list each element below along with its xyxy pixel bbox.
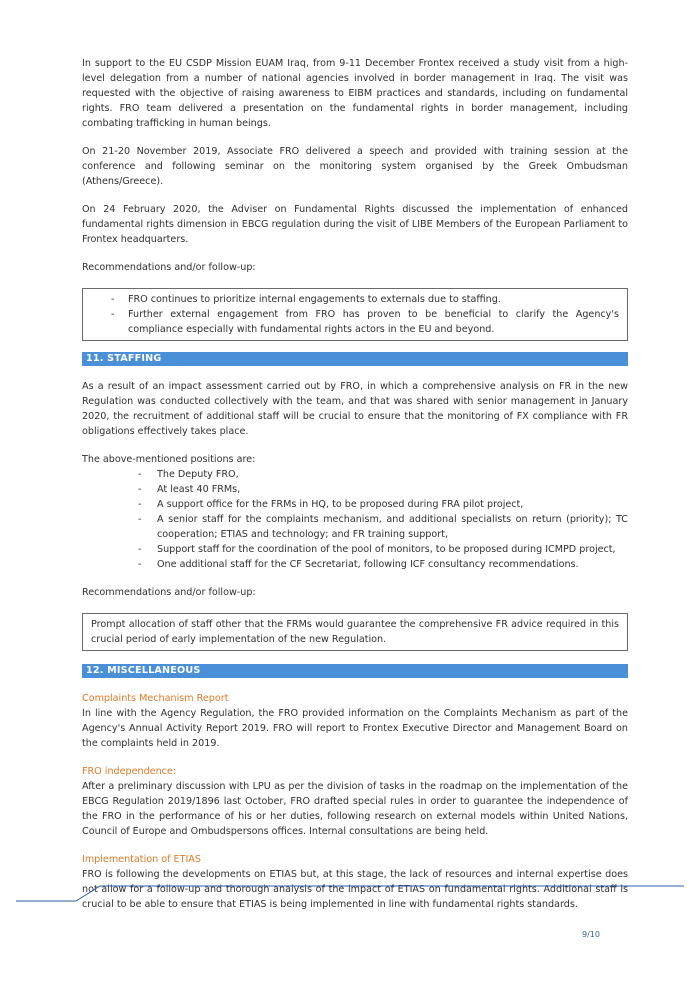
recommendations-label: Recommendations and/or follow-up:	[82, 262, 256, 273]
staffing-recommendations-box	[82, 613, 628, 651]
complaints-mechanism-paragraph: In line with the Agency Regulation, the FRO provided information on the Complaints Mechanism as part of the Agency's Annual Activity Report 2019. FRO will report to Frontex Executive Director and Management Board on the complaints held in 2019.	[82, 708, 628, 749]
fro-independence-paragraph: After a preliminary discussion with LPU as per the division of tasks in the roadmap on the implementation of the EBCG Regulation 2019/1896 last October, FRO drafted special rules in order to guarantee the independence of the FRO in the performance of his or her duties, following research on external models within United Nations, Council of Europe and Ombudspersons offices. Internal consultations are being held.	[82, 781, 628, 837]
list-item: - Support staff for the coordination of the pool of monitors, to be proposed during ICMPD project,	[138, 544, 616, 555]
dash-bullet-icon: -	[138, 559, 142, 570]
intro-paragraph-3: On 24 February 2020, the Adviser on Fundamental Rights discussed the implementation of enhanced fundamental rights dimension in EBCG regulation during the visit of LIBE Members of the European Parliament to Frontex headquarters.	[82, 204, 628, 245]
staffing-recommendations-label: Recommendations and/or follow-up:	[82, 587, 256, 598]
subheading-fro-independence: FRO independence:	[82, 766, 177, 777]
section-heading-miscellaneous: 12. MISCELLANEOUS	[82, 664, 628, 678]
staffing-paragraph: As a result of an impact assessment carried out by FRO, in which a comprehensive analysis on FR in the new Regulation was conducted collectively with the team, and that was shared with senior management in January 2020, the recruitment of additional staff will be crucial to ensure that the monitoring of FX compliance with FR obligations effectively takes place.	[82, 381, 628, 437]
dash-bullet-icon: -	[138, 544, 142, 555]
dash-bullet-icon: -	[138, 499, 142, 510]
dash-bullet-icon: -	[138, 484, 142, 495]
intro-paragraph-1: In support to the EU CSDP Mission EUAM Iraq, from 9-11 December Frontex received a study visit from a high-level delegation from a number of national agencies involved in border management in Iraq. The visit was requested with the objective of raising awareness to EIBM practices and standards, including on fundamental rights. FRO team delivered a presentation on the fundamental rights in border management, including combating trafficking in human beings.	[82, 58, 628, 129]
list-item: - A support office for the FRMs in HQ, to be proposed during FRA pilot project,	[138, 499, 524, 510]
positions-intro: The above-mentioned positions are:	[82, 454, 256, 465]
intro-paragraph-2: On 21-20 November 2019, Associate FRO delivered a speech and provided with training session at the conference and following seminar on the monitoring system organised by the Greek Ombudsman (Athens/Greece).	[82, 146, 628, 187]
document-body	[82, 56, 628, 912]
etias-paragraph: FRO is following the developments on ETIAS but, at this stage, the lack of resources and internal expertise does not allow for a follow-up and thorough analysis of the impact of ETIAS on fundamental rights. Additional staff is crucial to be able to ensure that ETIAS is being implemented in line with fundamental rights standards.	[82, 869, 628, 910]
list-item: - FRO continues to prioritize internal engagements to externals due to staffing.	[111, 294, 501, 305]
list-item: - Further external engagement from FRO has proven to be beneficial to clarify the Agency's compliance especially with fundamental rights actors in the EU and beyond.	[111, 309, 619, 335]
dash-bullet-icon: -	[138, 514, 142, 525]
staffing-recommendation-text: Prompt allocation of staff other that the FRMs would guarantee the comprehensive FR advice required in this crucial period of early implementation of the new Regulation.	[91, 619, 619, 645]
dash-bullet-icon: -	[111, 309, 115, 320]
recommendations-box	[82, 288, 628, 341]
subheading-complaints-mechanism: Complaints Mechanism Report	[82, 693, 229, 704]
section-heading-staffing: 11. STAFFING	[82, 352, 628, 366]
dash-bullet-icon: -	[138, 469, 142, 480]
dash-bullet-icon: -	[111, 294, 115, 305]
list-item: - The Deputy FRO,	[138, 469, 239, 480]
list-item: - At least 40 FRMs,	[138, 484, 241, 495]
subheading-etias: Implementation of ETIAS	[82, 854, 201, 865]
positions-list	[82, 467, 628, 572]
footer-divider	[0, 876, 700, 906]
list-item: - A senior staff for the complaints mechanism, and additional specialists on return (priority); TC cooperation; ETIAS and technology; and FR training support,	[138, 514, 628, 540]
list-item: - One additional staff for the CF Secretariat, following ICF consultancy recommendations.	[138, 559, 579, 570]
page-number: 9/10	[582, 930, 600, 939]
